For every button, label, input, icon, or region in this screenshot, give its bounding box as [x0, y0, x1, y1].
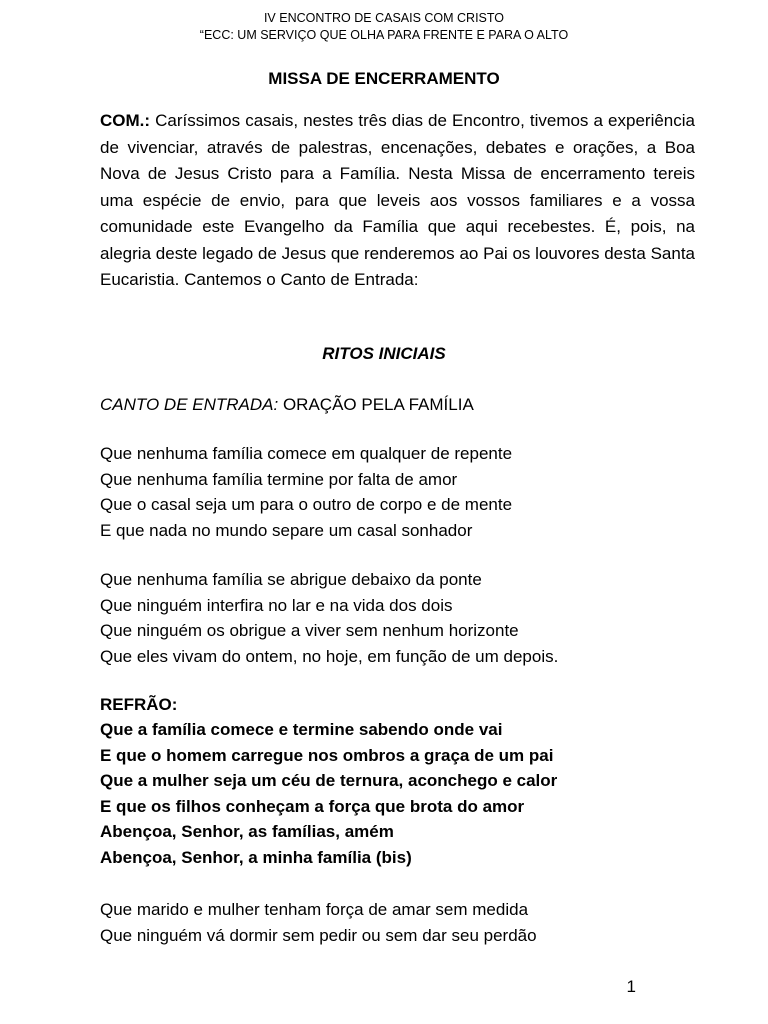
stanza-3 — [100, 897, 537, 948]
verse-line: Que eles vivam do ontem, no hoje, em função de um depois. — [100, 646, 559, 666]
refrao-label: REFRÃO: — [100, 695, 178, 714]
verse-line: Que nenhuma família comece em qualquer de repente — [100, 444, 513, 463]
refrao-line: Abençoa, Senhor, a minha família (bis) — [100, 847, 412, 867]
verse-line: Que ninguém vá dormir sem pedir ou sem dar seu perdão — [100, 925, 537, 945]
verse-line: Que ninguém os obrigue a viver sem nenhum horizonte — [100, 621, 519, 640]
section-title: RITOS INICIAIS — [322, 344, 446, 363]
verse-line: Que ninguém interfira no lar e na vida dos dois — [100, 595, 453, 615]
refrao-line: Que a família comece e termine sabendo onde vai — [100, 720, 503, 739]
refrao-line: Que a mulher seja um céu de ternura, aconchego e calor — [100, 771, 558, 790]
canto-label: CANTO DE ENTRADA: — [100, 395, 279, 414]
header-line-2: “ECC: UM SERVIÇO QUE OLHA PARA FRENTE E PARA O ALTO — [199, 28, 569, 42]
canto-heading — [100, 392, 474, 418]
page-header — [0, 10, 768, 44]
verse-line: Que o casal seja um para o outro de corpo e de mente — [100, 495, 513, 514]
intro-paragraph — [100, 108, 695, 294]
page-number: 1 — [626, 977, 636, 996]
canto-title: ORAÇÃO PELA FAMÍLIA — [282, 395, 474, 414]
verse-line: Que nenhuma família se abrigue debaixo da ponte — [100, 570, 482, 589]
stanza-1 — [100, 441, 512, 543]
verse-line: Que marido e mulher tenham força de amar sem medida — [100, 900, 529, 919]
stanza-2 — [100, 567, 558, 669]
refrao — [100, 717, 557, 870]
header-line-1: IV ENCONTRO DE CASAIS COM CRISTO — [263, 11, 505, 25]
refrao-line: Abençoa, Senhor, as famílias, amém — [100, 822, 394, 841]
verse-line: E que nada no mundo separe um casal sonhador — [100, 520, 473, 540]
verse-line: Que nenhuma família termine por falta de amor — [100, 469, 458, 489]
refrao-line: E que o homem carregue nos ombros a graça de um pai — [100, 745, 554, 765]
intro-text: Caríssimos casais, nestes três dias de Encontro, tivemos a experiência de vivenciar, através de palestras, encenações, debates e orações, a Boa Nova de Jesus Cristo para a Família. Nesta Missa de encerramento tereis uma espécie de envio, para que leveis aos vossos familiares e a vossa comunidade este Evangelho da Família que aqui recebestes. É, pois, na alegria deste legado de Jesus que renderemos ao Pai os louvores desta Santa Eucaristia. Cantemos o Canto de Entrada: — [100, 111, 695, 289]
refrao-line: E que os filhos conheçam a força que brota do amor — [100, 796, 525, 816]
intro-lead: COM.: — [100, 111, 151, 130]
page-title: MISSA DE ENCERRAMENTO — [268, 69, 500, 88]
